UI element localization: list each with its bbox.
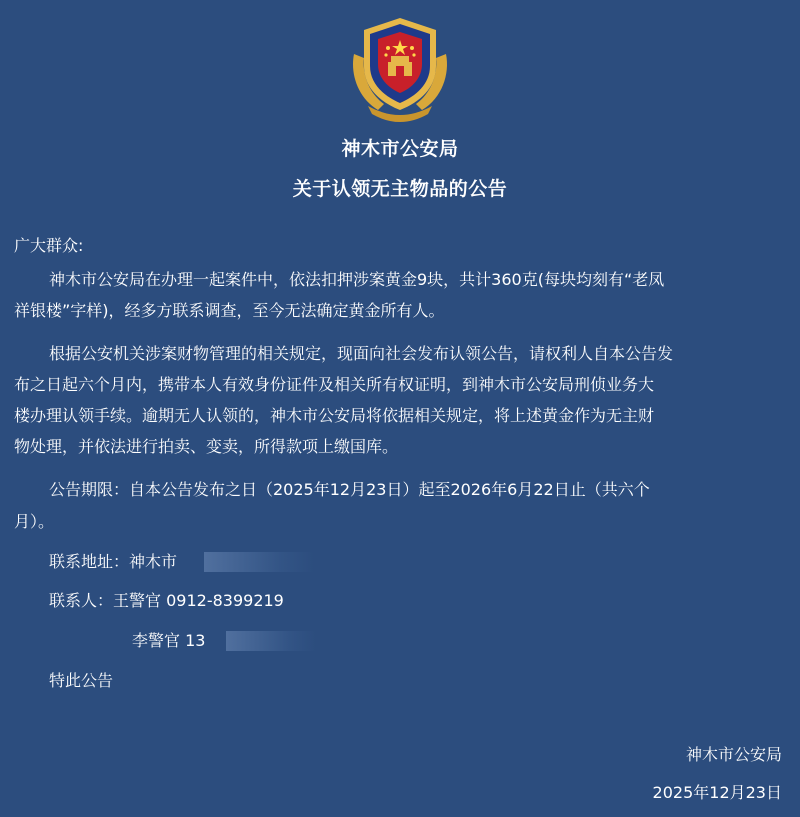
contact-address-label: 联系地址： [49,552,130,571]
paragraph-2-line-4: 物处理，并依法进行拍卖、变卖，所得款项上缴国库。 [14,437,399,456]
closing-text: 特此公告 [49,671,114,690]
signature-agency: 神木市公安局 [685,745,782,764]
notice-period-line-2: 月）。 [14,512,55,531]
police-emblem-icon [344,14,456,122]
paragraph-2-line-3: 楼办理认领手续。逾期无人认领的，神木市公安局将依据相关规定，将上述黄金作为无主财 [14,406,655,425]
notice-title: 关于认领无主物品的公告 [292,178,508,200]
paragraph-2-line-2: 布之日起六个月内，携带本人有效身份证件及相关所有权证明，到神木市公安局刑侦业务大 [14,375,655,394]
contact-person-1-value: 王警官 0912-8399219 [113,591,284,610]
redaction-blur [204,552,314,572]
paragraph-1-line-2: 祥银楼”字样)，经多方联系调查，至今无法确定黄金所有人。 [14,301,445,320]
redaction-blur [226,631,316,651]
paragraph-1-line-1: 神木市公安局在办理一起案件中，依法扣押涉案黄金9块，共计360克(每块均刻有“老凤 [49,270,665,289]
paragraph-2-line-1: 根据公安机关涉案财物管理的相关规定，现面向社会发布认领公告，请权利人自本公告发 [49,344,674,363]
greeting: 广大群众: [14,236,84,255]
contact-address-value: 神木市 [129,552,178,571]
notice-period-line-1: 公告期限：自本公告发布之日（2025年12月23日）起至2026年6月22日止（共六个 [49,480,650,499]
contact-person-label: 联系人： [49,591,114,610]
agency-title: 神木市公安局 [341,138,459,160]
contact-person-2: 李警官 13 [132,631,206,650]
contact-person-1 [49,585,284,616]
contact-address [49,546,177,577]
signature-date: 2025年12月23日 [652,783,782,802]
